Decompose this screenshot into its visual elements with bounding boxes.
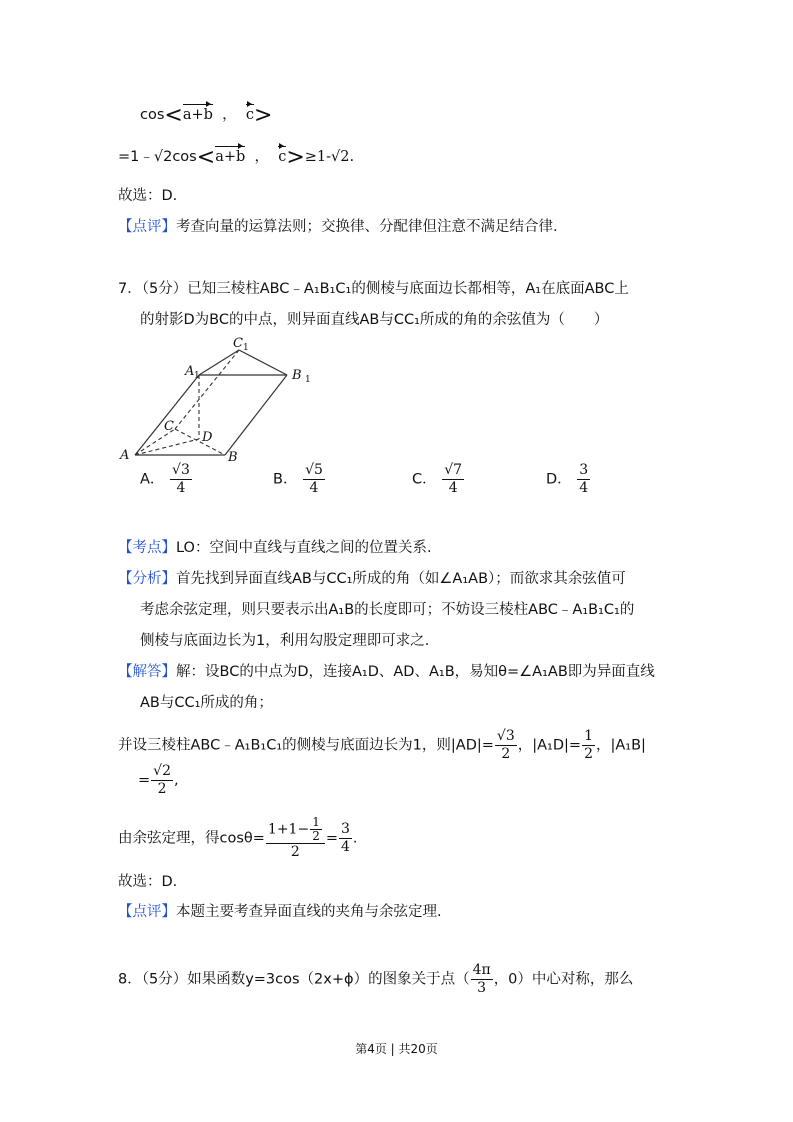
option-label: A．: [140, 471, 165, 488]
lengths-line: [118, 728, 646, 763]
denominator: 4: [341, 839, 350, 855]
text: =: [138, 772, 151, 789]
text: ，: [254, 149, 269, 165]
denominator: 4: [448, 480, 458, 496]
label-d: D: [202, 430, 213, 445]
label-sub: 1: [305, 375, 311, 385]
label-c1: C: [233, 336, 243, 351]
question-7-text: 的射影D为BC的中点，则异面直线AB与CC₁所成的角的余弦值为（ ）: [140, 312, 609, 328]
text: ，0）中心对称，那么: [493, 971, 634, 988]
page-footer: 第4页 | 共20页: [355, 1042, 438, 1056]
numerator: √3: [496, 728, 515, 744]
label-sub: 1: [194, 371, 200, 381]
label-a1: A: [185, 364, 195, 379]
option-c: [412, 462, 465, 497]
answer-text: 故选：D.: [118, 188, 178, 204]
fenxi-text: 考虑余弦定理，则只要表示出A₁B的长度即可；不妨设三棱柱ABC﹣A₁B₁C₁的: [140, 602, 635, 618]
formula-line-1: [140, 105, 272, 126]
option-label: C．: [412, 471, 437, 488]
text: ，|A₁D|=: [517, 737, 582, 754]
comment-line: [118, 902, 442, 922]
vector: c: [245, 107, 254, 123]
text: =: [325, 830, 338, 847]
kaodian-text: LO：空间中直线与直线之间的位置关系.: [176, 540, 432, 556]
text: ，: [222, 107, 237, 123]
numerator: 1: [584, 728, 593, 744]
label-b1: B: [292, 368, 302, 383]
answer-text: 故选：D.: [118, 874, 178, 890]
numerator: 4π: [472, 962, 491, 978]
option-label: B．: [273, 471, 298, 488]
fenxi-tag: 【分析】: [118, 571, 176, 587]
formula-line-2: [118, 147, 354, 168]
cosine-line: [118, 816, 358, 861]
text: ，|A₁B|: [595, 737, 646, 754]
comment-tag: 【点评】: [118, 904, 176, 920]
angle-bracket: <: [196, 145, 216, 170]
option-a: [140, 462, 193, 497]
label-c: C: [164, 419, 174, 434]
numerator: √3: [172, 462, 190, 478]
denominator: 2: [312, 829, 320, 843]
numerator: √5: [305, 462, 323, 478]
label-b: B: [228, 450, 238, 463]
angle-bracket: <: [164, 103, 183, 128]
numerator: √2: [153, 763, 171, 779]
comment-text: 本题主要考查异面直线的夹角与余弦定理.: [176, 904, 442, 920]
denominator: 3: [477, 980, 487, 996]
denominator: 2: [584, 746, 593, 762]
text: 并设三棱柱ABC﹣A₁B₁C₁的侧棱与底面边长为1，则|AD|=: [118, 737, 494, 754]
denominator: 4: [579, 480, 589, 496]
fenxi-line: [118, 569, 626, 589]
angle-bracket: >: [253, 103, 273, 128]
fenxi-text: 侧棱与底面边长为1，利用勾股定理即可求之.: [140, 633, 430, 649]
denominator: 2: [157, 781, 167, 797]
option-d: [546, 462, 591, 497]
vector: a+b: [182, 107, 213, 123]
text: .: [352, 830, 358, 847]
numerator: 3: [341, 821, 350, 837]
text: =1﹣√2cos: [118, 149, 197, 165]
numerator: 3: [579, 462, 589, 478]
kaodian-line: [118, 538, 432, 558]
denominator: 4: [176, 480, 186, 496]
text: 由余弦定理，得cosθ=: [118, 830, 265, 847]
text: 8．（5分）如果函数y=3cos（2x+ϕ）的图象关于点（: [118, 971, 470, 988]
jieda-tag: 【解答】: [118, 664, 176, 680]
a1b-line: [138, 763, 179, 798]
question-8-text: [118, 962, 633, 997]
text: ,: [173, 772, 179, 789]
fenxi-text: 首先找到异面直线AB与CC₁所成的角（如∠A₁AB）；而欲求其余弦值可: [176, 571, 626, 587]
numerator: √7: [444, 462, 463, 478]
numerator: 1: [312, 815, 320, 829]
label-sub: 1: [243, 343, 249, 353]
vector: a+b: [215, 149, 246, 165]
text: cos: [140, 107, 165, 123]
comment-tag: 【点评】: [118, 219, 176, 235]
jieda-text: AB与CC₁所成的角；: [140, 695, 273, 711]
denominator: 2: [501, 746, 511, 762]
jieda-line: [118, 662, 655, 682]
jieda-text: 解：设BC的中点为D，连接A₁D、AD、A₁B，易知θ=∠A₁AB即为异面直线: [176, 664, 655, 680]
option-b: [273, 462, 326, 497]
option-label: D．: [546, 471, 572, 488]
numerator: 1+1−: [267, 821, 310, 838]
label-a: A: [120, 448, 130, 463]
comment-line: [118, 217, 558, 237]
text: ≥1-√2.: [304, 149, 355, 165]
denominator: 2: [290, 844, 300, 860]
kaodian-tag: 【考点】: [118, 540, 176, 556]
angle-bracket: >: [286, 145, 305, 170]
prism-figure: [115, 333, 315, 463]
question-7-text: 7．（5分）已知三棱柱ABC﹣A₁B₁C₁的侧棱与底面边长都相等，A₁在底面ABC上: [118, 281, 629, 297]
denominator: 4: [309, 480, 319, 496]
vector: c: [278, 149, 287, 165]
comment-text: 考查向量的运算法则；交换律、分配律但注意不满足结合律.: [176, 219, 558, 235]
